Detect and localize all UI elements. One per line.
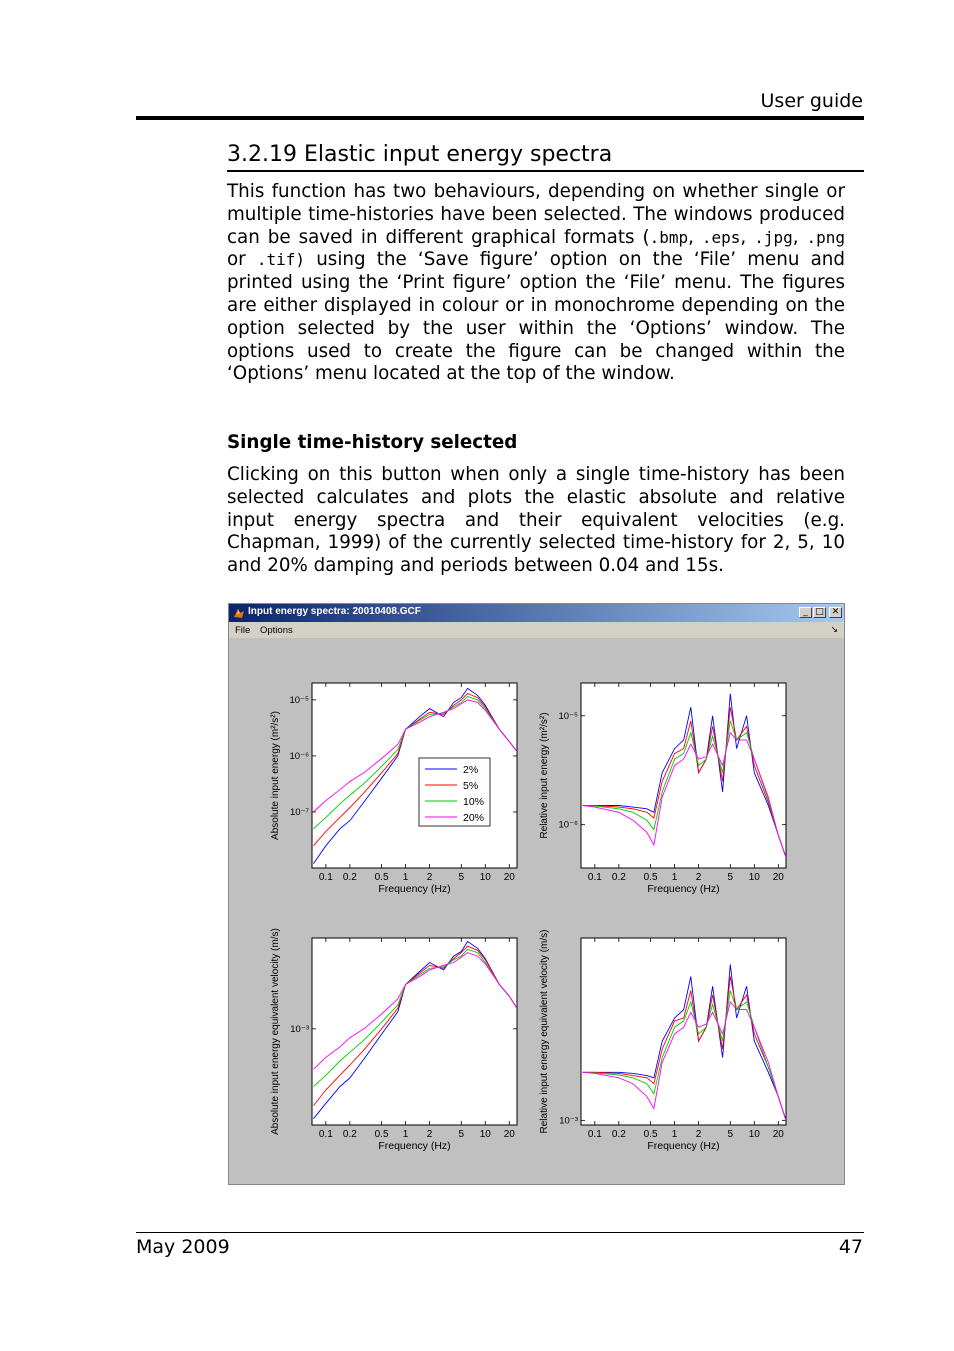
x-tick-label: 1 xyxy=(671,872,678,883)
close-button[interactable]: ✕ xyxy=(829,607,842,618)
chart-panel-1 xyxy=(270,683,517,895)
x-tick-label: 0.1 xyxy=(587,1129,602,1140)
x-tick-label: 10 xyxy=(748,1129,760,1140)
chart-panel-3 xyxy=(270,928,517,1152)
legend-label: 2% xyxy=(463,764,479,776)
x-axis-label: Frequency (Hz) xyxy=(647,883,720,895)
subheading: Single time-history selected xyxy=(227,432,518,453)
x-axis-label: Frequency (Hz) xyxy=(378,1140,451,1152)
legend-label: 10% xyxy=(463,796,485,808)
menu-arrow-icon[interactable]: ↘ xyxy=(830,625,838,635)
menubar xyxy=(229,622,844,638)
menu-options[interactable]: Options xyxy=(260,625,293,636)
y-axis-label: Relative input energy (m²/s²) xyxy=(539,712,550,839)
x-tick-label: 10 xyxy=(748,872,760,883)
figure-window xyxy=(228,603,845,1185)
legend-label: 5% xyxy=(463,780,479,792)
x-tick-label: 2 xyxy=(426,872,433,883)
maximize-button[interactable]: □ xyxy=(813,607,826,618)
chart-panel-2 xyxy=(539,683,786,895)
x-tick-label: 2 xyxy=(695,1129,702,1140)
y-tick-label: 10⁻⁶ xyxy=(558,819,578,831)
x-tick-label: 0.5 xyxy=(374,1129,389,1140)
x-tick-label: 20 xyxy=(503,872,515,883)
spectra-plots xyxy=(229,638,844,1184)
intro-paragraph: This function has two behaviours, depending on whether single or multiple time-histories have been selected. The windows produced can be saved in different graphical formats (.bmp, .eps, .jpg, .png or .tif) using the ‘Save figure’ option on the ‘File’ menu and printed using the ‘Print figure’ option the ‘File’ menu. The figures are either displayed in colour or in monochrome depending on the option selected by the user within the ‘Options’ window. The options used to create the figure can be changed within the ‘Options’ menu located at the top of the window. xyxy=(227,181,846,385)
x-tick-label: 1 xyxy=(402,1129,409,1140)
x-tick-label: 20 xyxy=(772,872,784,883)
running-header: User guide xyxy=(760,90,863,112)
x-tick-label: 20 xyxy=(772,1129,784,1140)
menu-file[interactable]: File xyxy=(235,625,251,636)
header-rule xyxy=(136,116,864,120)
section-title: 3.2.19 Elastic input energy spectra xyxy=(227,142,613,167)
y-axis-label: Absolute input energy equivalent velocity (m/s) xyxy=(270,928,281,1135)
window-titlebar[interactable] xyxy=(229,604,844,622)
x-tick-label: 1 xyxy=(671,1129,678,1140)
x-tick-label: 0.1 xyxy=(587,872,602,883)
x-tick-label: 20 xyxy=(503,1129,515,1140)
y-tick-label: 10⁻⁵ xyxy=(558,710,578,722)
x-axis-label: Frequency (Hz) xyxy=(647,1140,720,1152)
y-tick-label: 10⁻³ xyxy=(559,1115,578,1127)
page-number: 47 xyxy=(838,1236,863,1258)
x-tick-label: 0.2 xyxy=(611,1129,626,1140)
section-rule xyxy=(227,170,864,172)
x-tick-label: 2 xyxy=(695,872,702,883)
x-tick-label: 0.5 xyxy=(643,1129,658,1140)
x-tick-label: 0.2 xyxy=(342,1129,357,1140)
x-tick-label: 10 xyxy=(479,1129,491,1140)
matlab-icon xyxy=(233,607,245,619)
y-axis-label: Relative input energy equivalent velocity (m/s) xyxy=(539,929,550,1134)
x-tick-label: 5 xyxy=(458,872,465,883)
x-tick-label: 0.1 xyxy=(318,872,333,883)
y-tick-label: 10⁻³ xyxy=(290,1023,309,1035)
y-tick-label: 10⁻⁷ xyxy=(289,806,309,818)
y-tick-label: 10⁻⁵ xyxy=(289,694,309,706)
x-axis-label: Frequency (Hz) xyxy=(378,883,451,895)
y-tick-label: 10⁻⁶ xyxy=(289,750,309,762)
plot-area xyxy=(581,938,786,1125)
x-tick-label: 0.2 xyxy=(611,872,626,883)
x-tick-label: 0.1 xyxy=(318,1129,333,1140)
footer-rule xyxy=(136,1232,864,1233)
minimize-button[interactable]: _ xyxy=(799,607,812,618)
x-tick-label: 5 xyxy=(727,872,734,883)
chart-panel-4 xyxy=(539,930,786,1152)
x-tick-label: 5 xyxy=(727,1129,734,1140)
legend xyxy=(419,758,490,826)
x-tick-label: 5 xyxy=(458,1129,465,1140)
x-tick-label: 0.5 xyxy=(643,872,658,883)
legend-label: 20% xyxy=(463,812,485,824)
x-tick-label: 10 xyxy=(479,872,491,883)
x-tick-label: 0.5 xyxy=(374,872,389,883)
footer-date: May 2009 xyxy=(136,1236,230,1258)
y-axis-label: Absolute input energy (m²/s²) xyxy=(270,711,281,840)
description-paragraph: Clicking on this button when only a single time-history has been selected calculates and plots the elastic absolute and relative input energy spectra and their equivalent velocities (e.g. Chapman, 1999) of the currently selected time-history for 2, 5, 10 and 20% damping and periods between 0.04 and 15s. xyxy=(227,464,845,577)
x-tick-label: 2 xyxy=(426,1129,433,1140)
x-tick-label: 0.2 xyxy=(342,872,357,883)
x-tick-label: 1 xyxy=(402,872,409,883)
window-title: Input energy spectra: 20010408.GCF xyxy=(248,606,421,617)
